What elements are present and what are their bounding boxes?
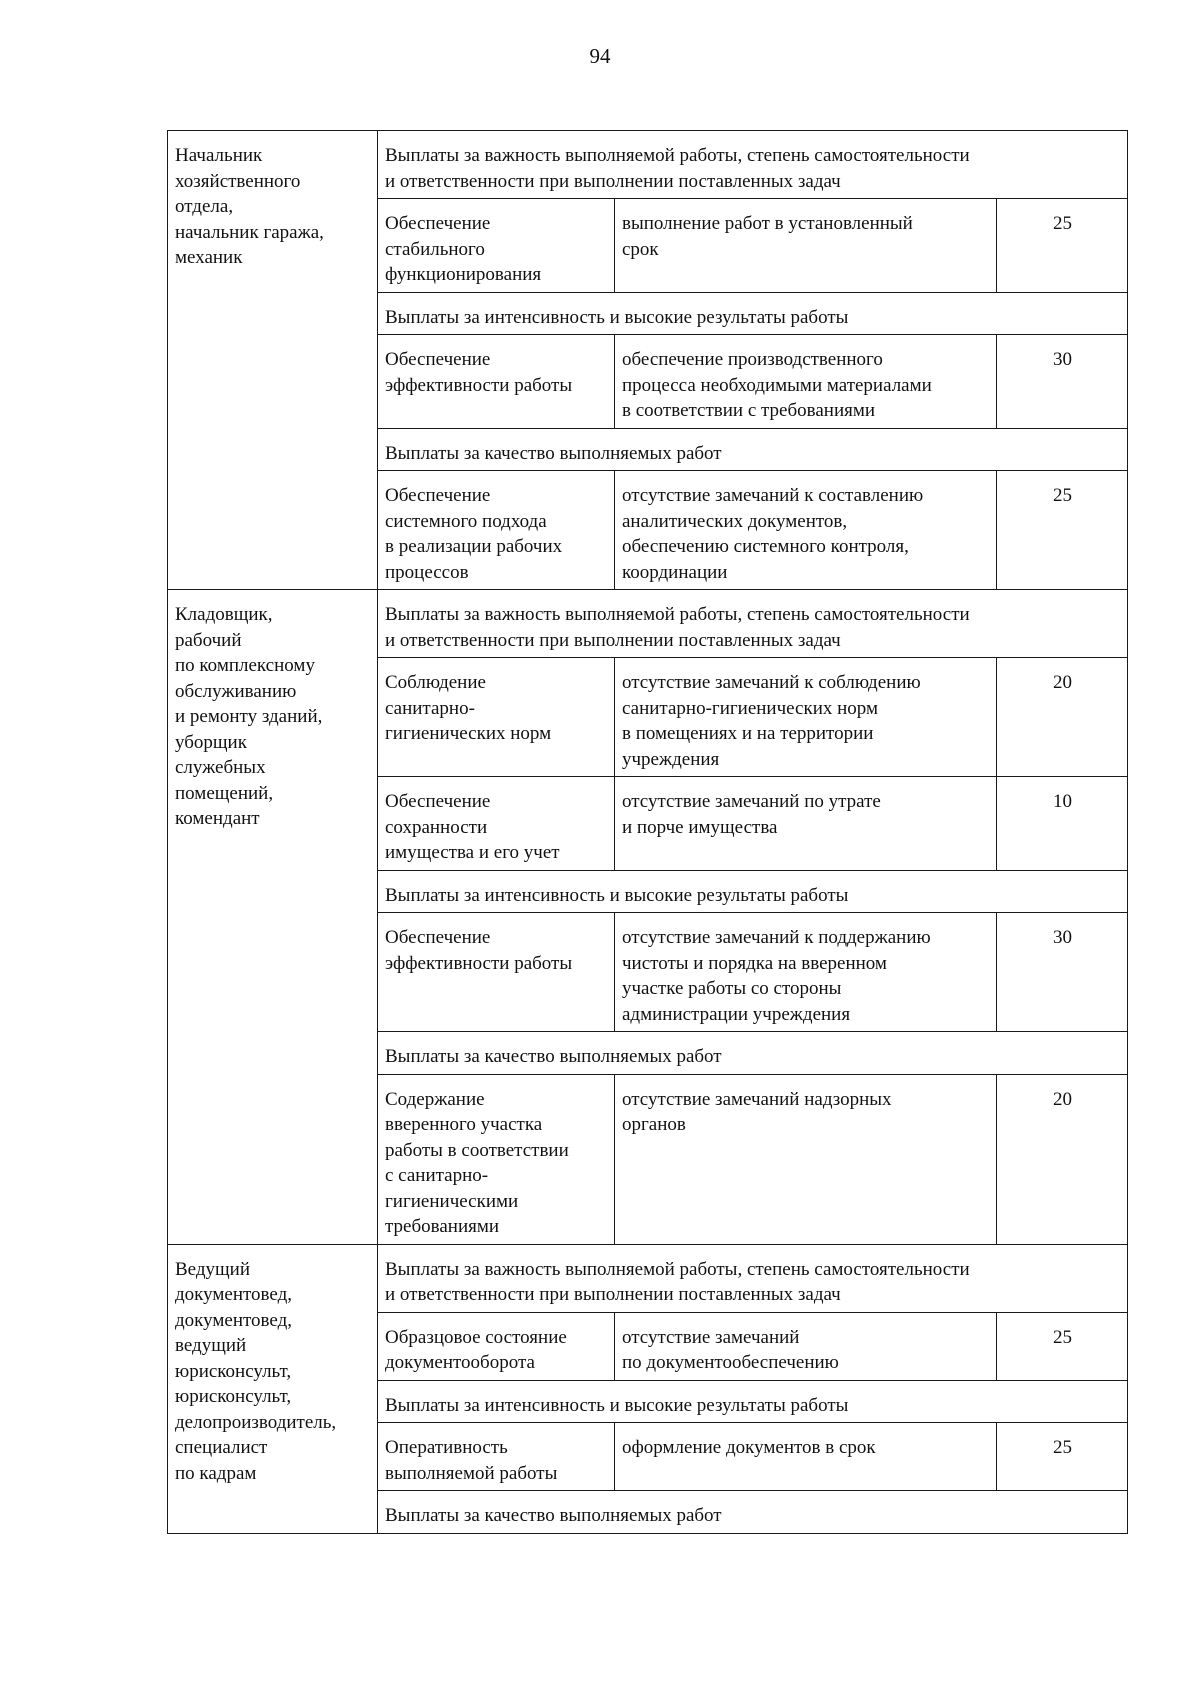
page-number: 94 xyxy=(589,44,611,68)
position-cell xyxy=(168,1244,378,1533)
text-line: Образцовое состояние xyxy=(385,1326,567,1348)
text-line: отсутствие замечаний надзорных xyxy=(622,1088,892,1110)
text-line: Ведущий xyxy=(175,1258,250,1280)
text-line: уборщик xyxy=(175,731,247,753)
text-line: по документообеспечению xyxy=(622,1352,839,1373)
position-cell xyxy=(168,131,378,590)
text-line: Соблюдение xyxy=(385,672,486,693)
indicator-cell xyxy=(615,913,997,1032)
text-line: органов xyxy=(622,1114,686,1135)
text-line: эффективности работы xyxy=(385,374,573,396)
text-line: вверенного участка xyxy=(385,1114,543,1135)
text-line: и порче имущества xyxy=(622,816,778,838)
text-line: Выплаты за качество выполняемых работ xyxy=(385,442,722,464)
text-line: процессов xyxy=(385,561,469,583)
text-line: в реализации рабочих xyxy=(385,536,563,557)
criterion-cell xyxy=(378,777,615,871)
criterion-cell xyxy=(378,335,615,429)
text-line: участке работы со стороны xyxy=(622,978,842,999)
text-line: эффективности работы xyxy=(385,952,573,974)
text-line: Выплаты за важность выполняемой работы, степень самостоятельности xyxy=(385,145,970,166)
text-line: отсутствие замечаний xyxy=(622,1326,800,1348)
text-line: начальник гаража, xyxy=(175,221,324,243)
text-line: функционирования xyxy=(385,264,542,285)
text-line: служебных xyxy=(175,757,266,778)
points-cell: 25 xyxy=(997,1423,1128,1491)
section-title-cell xyxy=(378,1032,1128,1075)
text-line: срок xyxy=(622,238,659,260)
text-line: учреждения xyxy=(622,748,720,770)
indicator-cell xyxy=(615,335,997,429)
indicator-cell xyxy=(615,199,997,293)
indicator-cell xyxy=(615,1074,997,1244)
indicator-cell xyxy=(615,777,997,871)
indicator-cell xyxy=(615,658,997,777)
text-line: в соответствии с требованиями xyxy=(622,400,876,421)
indicator-cell xyxy=(615,471,997,590)
text-line: рабочий xyxy=(175,629,242,651)
text-line: Начальник xyxy=(175,145,263,166)
points-cell: 30 xyxy=(997,913,1128,1032)
section-title-cell xyxy=(378,590,1128,658)
text-line: Выплаты за качество выполняемых работ xyxy=(385,1046,722,1067)
text-line: имущества и его учет xyxy=(385,842,560,863)
text-line: системного подхода xyxy=(385,510,547,532)
text-line: юрисконсульт, xyxy=(175,1360,292,1382)
section-header-row xyxy=(168,1244,1128,1312)
text-line: стабильного xyxy=(385,238,485,260)
points-cell: 20 xyxy=(997,658,1128,777)
text-line: и ответственности при выполнении поставленных задач xyxy=(385,629,841,651)
text-line: требованиями xyxy=(385,1216,500,1237)
text-line: комендант xyxy=(175,808,260,829)
points-cell: 25 xyxy=(997,199,1128,293)
text-line: санитарно-гигиенических норм xyxy=(622,697,879,719)
section-title-cell xyxy=(378,428,1128,471)
position-cell xyxy=(168,590,378,1245)
text-line: по комплексному xyxy=(175,655,315,676)
text-line: администрации учреждения xyxy=(622,1003,851,1025)
text-line: Выплаты за интенсивность и высокие результаты работы xyxy=(385,1394,849,1416)
text-line: отсутствие замечаний к составлению xyxy=(622,485,924,506)
text-line: отсутствие замечаний к поддержанию xyxy=(622,927,931,948)
text-line: сохранности xyxy=(385,816,488,838)
criterion-cell xyxy=(378,658,615,777)
points-cell: 10 xyxy=(997,777,1128,871)
text-line: и ответственности при выполнении поставленных задач xyxy=(385,170,841,192)
criterion-cell xyxy=(378,1312,615,1380)
text-line: координации xyxy=(622,561,728,583)
section-title-cell xyxy=(378,1244,1128,1312)
text-line: оформление документов в срок xyxy=(622,1437,876,1458)
text-line: Выплаты за важность выполняемой работы, степень самостоятельности xyxy=(385,1258,970,1280)
criterion-cell xyxy=(378,913,615,1032)
text-line: гигиенических норм xyxy=(385,723,552,744)
text-line: Выплаты за важность выполняемой работы, степень самостоятельности xyxy=(385,604,970,625)
text-line: Выплаты за качество выполняемых работ xyxy=(385,1505,722,1526)
criterion-cell xyxy=(378,1423,615,1491)
criterion-cell xyxy=(378,199,615,293)
text-line: ведущий xyxy=(175,1335,247,1356)
text-line: документовед, xyxy=(175,1309,293,1331)
section-title-cell xyxy=(378,292,1128,335)
text-line: в помещениях и на территории xyxy=(622,723,874,744)
text-line: отсутствие замечаний к соблюдению xyxy=(622,672,921,693)
text-line: Оперативность xyxy=(385,1437,508,1458)
section-header-row xyxy=(168,590,1128,658)
text-line: выполняемой работы xyxy=(385,1462,558,1484)
text-line: выполнение работ в установленный xyxy=(622,213,913,234)
text-line: обеспечению системного контроля, xyxy=(622,536,909,557)
text-line: с санитарно- xyxy=(385,1165,489,1186)
text-line: специалист xyxy=(175,1437,268,1458)
text-line: документовед, xyxy=(175,1284,293,1305)
text-line: процесса необходимыми материалами xyxy=(622,374,932,396)
text-line: обеспечение производственного xyxy=(622,349,883,370)
section-title-cell xyxy=(378,131,1128,199)
text-line: работы в соответствии xyxy=(385,1139,569,1161)
text-line: Обеспечение xyxy=(385,485,491,506)
text-line: Обеспечение xyxy=(385,213,491,234)
text-line: Содержание xyxy=(385,1088,485,1110)
section-title-cell xyxy=(378,870,1128,913)
text-line: Выплаты за интенсивность и высокие результаты работы xyxy=(385,306,849,328)
criterion-cell xyxy=(378,1074,615,1244)
points-cell: 25 xyxy=(997,471,1128,590)
text-line: делопроизводитель, xyxy=(175,1411,337,1433)
text-line: Обеспечение xyxy=(385,791,491,812)
text-line: чистоты и порядка на вверенном xyxy=(622,952,887,974)
text-line: Обеспечение xyxy=(385,349,491,370)
text-line: Выплаты за интенсивность и высокие результаты работы xyxy=(385,884,849,906)
text-line: документооборота xyxy=(385,1352,535,1373)
text-line: гигиеническими xyxy=(385,1190,519,1212)
text-line: механик xyxy=(175,247,243,268)
indicator-cell xyxy=(615,1423,997,1491)
criterion-cell xyxy=(378,471,615,590)
text-line: отсутствие замечаний по утрате xyxy=(622,791,881,812)
points-cell: 20 xyxy=(997,1074,1128,1244)
text-line: аналитических документов, xyxy=(622,510,848,532)
text-line: обслуживанию xyxy=(175,680,297,702)
text-line: Кладовщик, xyxy=(175,604,273,625)
text-line: санитарно- xyxy=(385,697,475,719)
text-line: хозяйственного xyxy=(175,170,301,192)
text-line: юрисконсульт, xyxy=(175,1386,292,1407)
payments-criteria-table xyxy=(167,130,1128,1534)
section-title-cell xyxy=(378,1380,1128,1423)
section-title-cell xyxy=(378,1491,1128,1534)
text-line: по кадрам xyxy=(175,1462,257,1484)
points-cell: 30 xyxy=(997,335,1128,429)
text-line: и ремонту зданий, xyxy=(175,706,323,727)
text-line: отдела, xyxy=(175,196,234,217)
indicator-cell xyxy=(615,1312,997,1380)
section-header-row xyxy=(168,131,1128,199)
text-line: и ответственности при выполнении поставленных задач xyxy=(385,1284,841,1305)
points-cell: 25 xyxy=(997,1312,1128,1380)
text-line: Обеспечение xyxy=(385,927,491,948)
text-line: помещений, xyxy=(175,782,274,804)
